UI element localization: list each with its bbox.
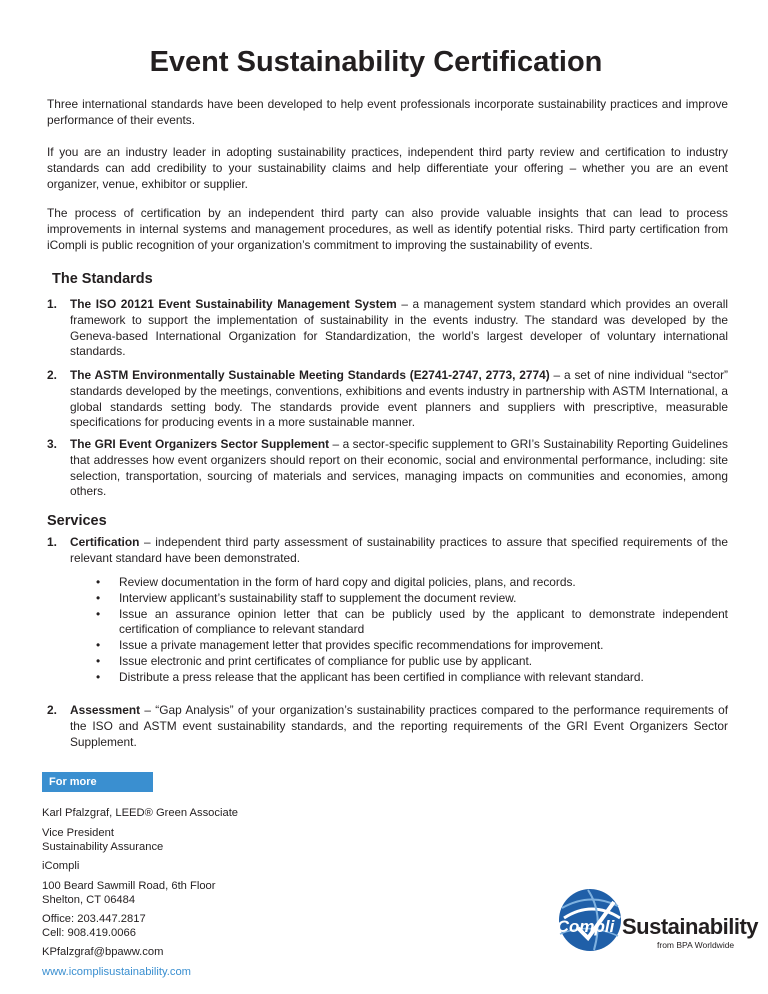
more-info-bar: For more information [42, 772, 153, 792]
contact-title-2: Sustainability Assurance [42, 841, 164, 853]
services-heading: Services [47, 513, 107, 529]
list-item: • Distribute a press release that the applicant has been certified in compliance with relevant standard. [96, 669, 644, 684]
certification-bullet-list [96, 575, 728, 686]
intro-paragraph-2: If you are an industry leader in adopting sustainability practices, independent third party review and certification to industry standards can add credibility to your sustainability claims and help differentiate your offering – whether you are an event organizer, venue, exhibitor or supplier. [47, 145, 728, 191]
service-item-text: – independent third party assessment of sustainability practices to assure that specified requirements of the relevant standard have been demonstrated. [70, 535, 728, 565]
list-item: • Issue electronic and print certificates of compliance for public use by applicant. [96, 653, 533, 668]
standards-heading: The Standards [52, 271, 153, 287]
standard-item-title: The ASTM Environmentally Sustainable Meeting Standards (E2741-2747, 2773, 2774) [70, 368, 550, 382]
service-item-certification [47, 535, 728, 567]
standard-item-number: 2. [47, 368, 57, 382]
standard-item-title: The GRI Event Organizers Sector Supplement [70, 437, 330, 451]
service-item-number: 2. [47, 703, 57, 717]
standard-item-text: – a sector-specific supplement to GRI’s Sustainability Reporting Guidelines that addresses how event organizers should report on their economic, social and environmental performance, including: site selection, transportation, sourcing of materials and services, managing impacts on communities and economies, among others. [70, 437, 728, 499]
contact-address-2: Shelton, CT 06484 [42, 894, 136, 906]
list-item: • Issue a private management letter that provides specific recommendations for improvement. [96, 638, 604, 653]
standard-item-title: The ISO 20121 Event Sustainability Management System [70, 297, 397, 311]
contact-company: iCompli [42, 860, 80, 872]
service-item-title: Assessment [70, 703, 141, 717]
intro-paragraph-1: Three international standards have been developed to help event professionals incorporate sustainability practices and improve performance of their events. [47, 97, 728, 127]
service-item-text: – “Gap Analysis” of your organization’s sustainability practices compared to the performance requirements of the ISO and ASTM event sustainability standards, and the reporting requirements of the GRI Event Organizers Sector Supplement. [70, 703, 728, 749]
bullet-icon: • [96, 638, 101, 653]
contact-email-link[interactable]: KPfalzgraf@bpaww.com [42, 946, 164, 958]
logo-tagline: from BPA Worldwide [657, 940, 735, 950]
standard-item-text: – a management system standard which provides an overall framework to support the implementation of sustainability in the events industry. The standard was developed by the Geneva-based International Organization for Standardization, the world’s largest developer of voluntary international standards. [70, 297, 728, 359]
standard-item-text: – a set of nine individual “sector” standards developed by the meetings, conventions, exhibitions and events industry in partnership with ASTM International, a global standards setting body. The standards provide event planners and suppliers with prescriptive, measurable specifications for producing events in a more sustainable manner. [70, 368, 728, 430]
contact-name: Karl Pfalzgraf, LEED® Green Associate [42, 807, 239, 819]
service-item-assessment [47, 703, 728, 750]
standard-item-number: 3. [47, 437, 57, 451]
list-item: • Interview applicant’s sustainability staff to supplement the document review. [96, 590, 517, 605]
standard-item-3 [47, 437, 728, 500]
bullet-icon: • [96, 590, 101, 605]
service-item-number: 1. [47, 535, 57, 549]
standard-item-1 [47, 297, 728, 360]
standard-item-2 [47, 368, 728, 431]
intro-paragraph-3: The process of certification by an independent third party can also provide valuable insights that can lead to process improvements in internal systems and management procedures, as well as identify potential risks. Third party certification from iCompli is public recognition of your organization’s commitment to improving the sustainability of events. [47, 206, 728, 252]
bullet-icon: • [96, 653, 101, 668]
contact-title-1: Vice President [42, 827, 114, 839]
logo-brand-text: iCompli [552, 917, 615, 936]
contact-address-1: 100 Beard Sawmill Road, 6th Floor [42, 880, 216, 892]
website-link[interactable]: www.icomplisustainability.com [42, 966, 192, 978]
logo-wordmark: Sustainability [622, 914, 759, 939]
list-item: • Issue an assurance opinion letter that can be publicly used by the applicant to demonstrate independent certification of compliance to relevant standard [96, 606, 728, 637]
service-item-title: Certification [70, 535, 140, 549]
bullet-icon: • [96, 669, 101, 684]
bullet-icon: • [96, 606, 101, 621]
standard-item-number: 1. [47, 297, 57, 311]
list-item: • Review documentation in the form of hard copy and digital policies, plans, and records. [96, 575, 576, 589]
contact-cell-phone: Cell: 908.419.0066 [42, 927, 136, 939]
page-title: Event Sustainability Certification [149, 46, 603, 78]
bullet-icon: • [96, 575, 101, 589]
contact-office-phone: Office: 203.447.2817 [42, 913, 146, 925]
